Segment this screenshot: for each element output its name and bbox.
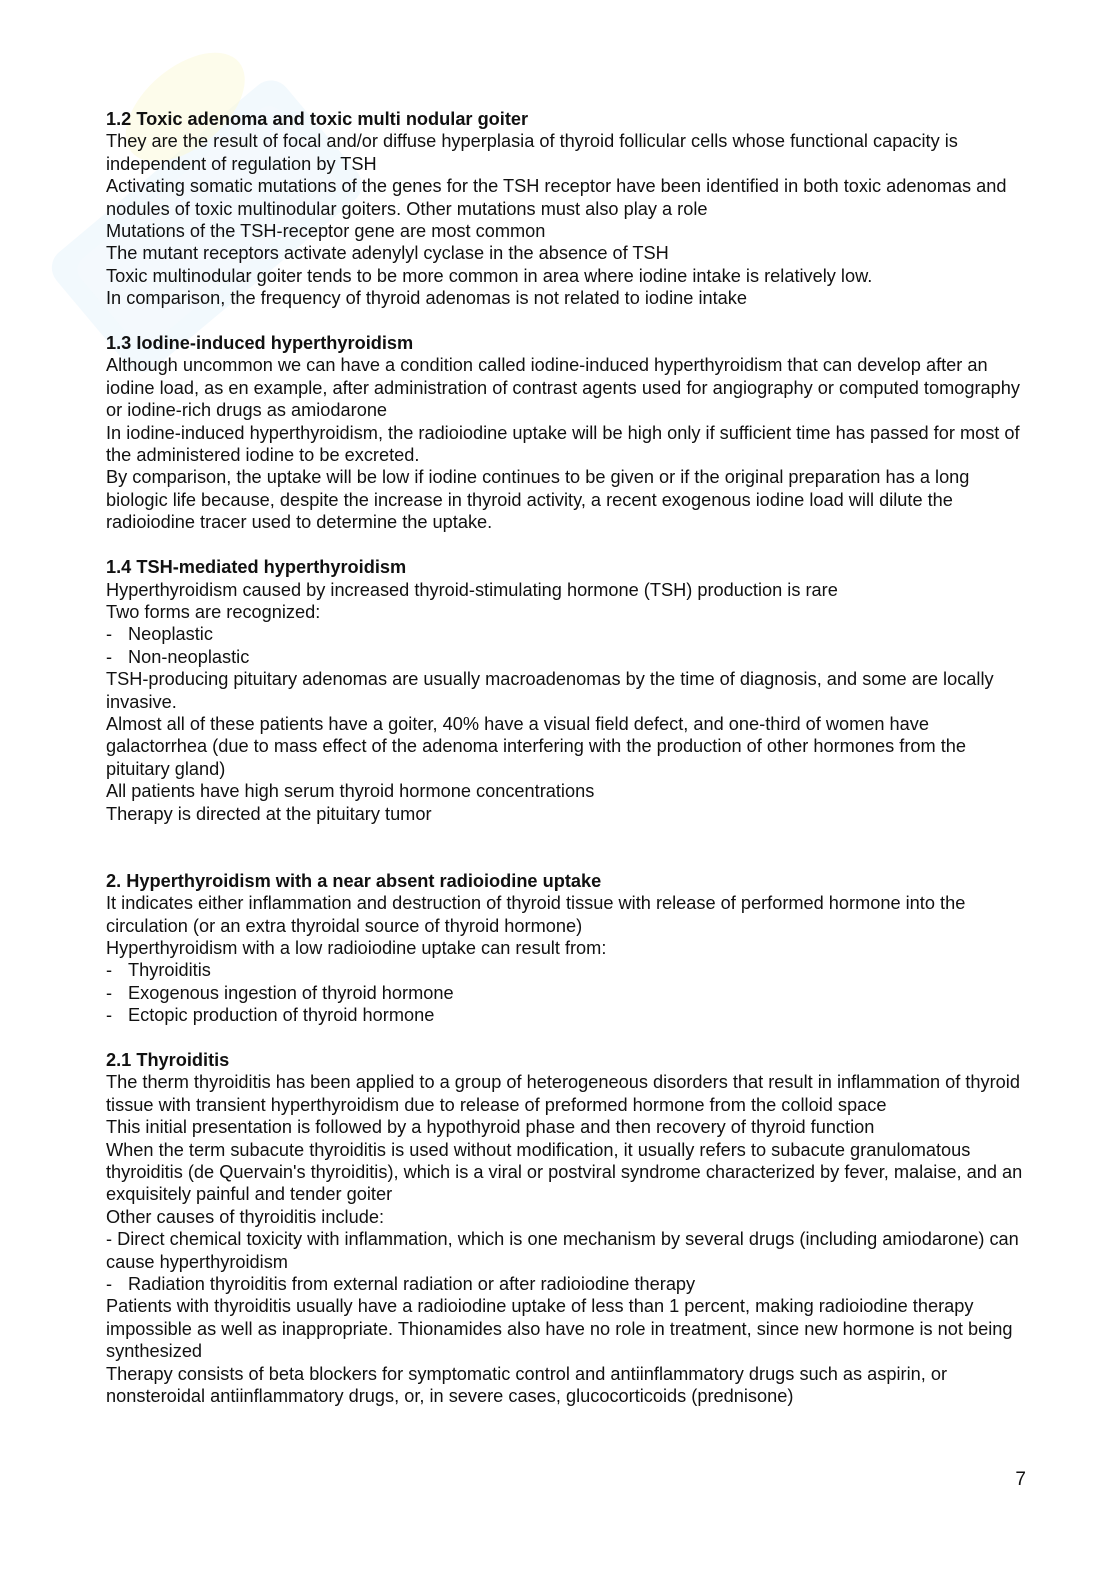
list-marker: - [106, 960, 113, 981]
paragraph: Hyperthyroidism with a low radioiodine uptake can result from: [106, 937, 607, 958]
bullet-list [106, 959, 1026, 1026]
list-item: - Non-neoplastic [106, 646, 250, 667]
list-marker: - [106, 624, 113, 645]
paragraph: Patients with thyroiditis usually have a radioiodine uptake of less than 1 percent, making radioiodine therapy impossible as well as inappropriate. Thionamides also have no role in treatment, since new hormone is not being synthesized [106, 1296, 1013, 1362]
section-tsh-mediated [106, 556, 1026, 825]
paragraph: When the term subacute thyroiditis is used without modification, it usually refers to subacute granulomatous thyroiditis (de Quervain's thyroiditis), which is a viral or postviral syndrome characterized by fever, malaise, and an exquisitely painful and tender goiter [106, 1139, 1023, 1205]
list-item: - Ectopic production of thyroid hormone [106, 1005, 435, 1026]
list-item: - Radiation thyroiditis from external radiation or after radioiodine therapy [106, 1274, 696, 1295]
paragraph: Almost all of these patients have a goiter, 40% have a visual field defect, and one-third of women have galactorrhea (due to mass effect of the adenoma interfering with the production of other hormones from the pituitary gland) [106, 713, 967, 779]
paragraph: This initial presentation is followed by a hypothyroid phase and then recovery of thyroid function [106, 1117, 875, 1138]
paragraph: In comparison, the frequency of thyroid adenomas is not related to iodine intake [106, 288, 747, 309]
paragraph: Other causes of thyroiditis include: [106, 1206, 384, 1227]
paragraph: Toxic multinodular goiter tends to be more common in area where iodine intake is relatively low. [106, 265, 873, 286]
paragraph: Mutations of the TSH-receptor gene are most common [106, 221, 546, 242]
section-heading: 1.4 TSH-mediated hyperthyroidism [106, 557, 407, 578]
section-toxic-adenoma [106, 108, 1026, 310]
paragraph: TSH-producing pituitary adenomas are usually macroadenomas by the time of diagnosis, and some are locally invasive. [106, 669, 994, 712]
paragraph: By comparison, the uptake will be low if iodine continues to be given or if the original preparation has a long biologic life because, despite the increase in thyroid activity, a recent exogenous iodine load will dilute the radioiodine tracer used to determine the uptake. [106, 467, 970, 533]
paragraph: Although uncommon we can have a condition called iodine-induced hyperthyroidism that can develop after an iodine load, as en example, after administration of contrast agents used for angiography or computed tomography or iodine-rich drugs as amiodarone [106, 355, 1020, 421]
list-marker: - [106, 982, 113, 1003]
list-item: - Thyroiditis [106, 960, 211, 981]
paragraph: In iodine-induced hyperthyroidism, the radioiodine uptake will be high only if sufficient time has passed for most of the administered iodine to be excreted. [106, 422, 1020, 466]
section-heading: 1.3 Iodine-induced hyperthyroidism [106, 333, 414, 354]
list-item: - Neoplastic [106, 624, 213, 645]
document-page [106, 108, 1026, 1408]
paragraph: Activating somatic mutations of the genes for the TSH receptor have been identified in both toxic adenomas and nodules of toxic multinodular goiters. Other mutations must also play a role [106, 176, 1007, 219]
paragraph: Hyperthyroidism caused by increased thyroid-stimulating hormone (TSH) production is rare [106, 579, 838, 600]
paragraph: Therapy is directed at the pituitary tumor [106, 803, 432, 824]
list-marker: - [106, 646, 113, 667]
paragraph: - Direct chemical toxicity with inflammation, which is one mechanism by several drugs (including amiodarone) can cause hyperthyroidism [106, 1229, 1019, 1272]
page-number: 7 [1015, 1469, 1026, 1490]
bullet-list [106, 623, 1026, 668]
bullet-list [106, 1273, 1026, 1295]
paragraph: All patients have high serum thyroid hormone concentrations [106, 781, 595, 802]
section-thyroiditis [106, 1049, 1026, 1408]
section-iodine-induced [106, 332, 1026, 534]
list-marker: - [106, 1274, 113, 1295]
paragraph: The therm thyroiditis has been applied to a group of heterogeneous disorders that result in inflammation of thyroid tissue with transient hyperthyroidism due to release of preformed hormone from the colloid space [106, 1072, 1020, 1115]
section-heading: 1.2 Toxic adenoma and toxic multi nodular goiter [106, 109, 529, 129]
section-heading: 2.1 Thyroiditis [106, 1050, 230, 1070]
list-item: - Exogenous ingestion of thyroid hormone [106, 982, 454, 1003]
paragraph: It indicates either inflammation and destruction of thyroid tissue with release of performed hormone into the circulation (or an extra thyroidal source of thyroid hormone) [106, 893, 966, 936]
paragraph: They are the result of focal and/or diffuse hyperplasia of thyroid follicular cells whose functional capacity is independent of regulation by TSH [106, 131, 958, 174]
section-low-uptake [106, 870, 1026, 1027]
paragraph: Therapy consists of beta blockers for symptomatic control and antiinflammatory drugs such as aspirin, or nonsteroidal antiinflammatory drugs, or, in severe cases, glucocorticoids (prednisone) [106, 1363, 948, 1407]
list-marker: - [106, 1005, 113, 1026]
paragraph: The mutant receptors activate adenylyl cyclase in the absence of TSH [106, 243, 669, 264]
section-heading: 2. Hyperthyroidism with a near absent radioiodine uptake [106, 870, 602, 891]
paragraph: Two forms are recognized: [106, 601, 321, 622]
